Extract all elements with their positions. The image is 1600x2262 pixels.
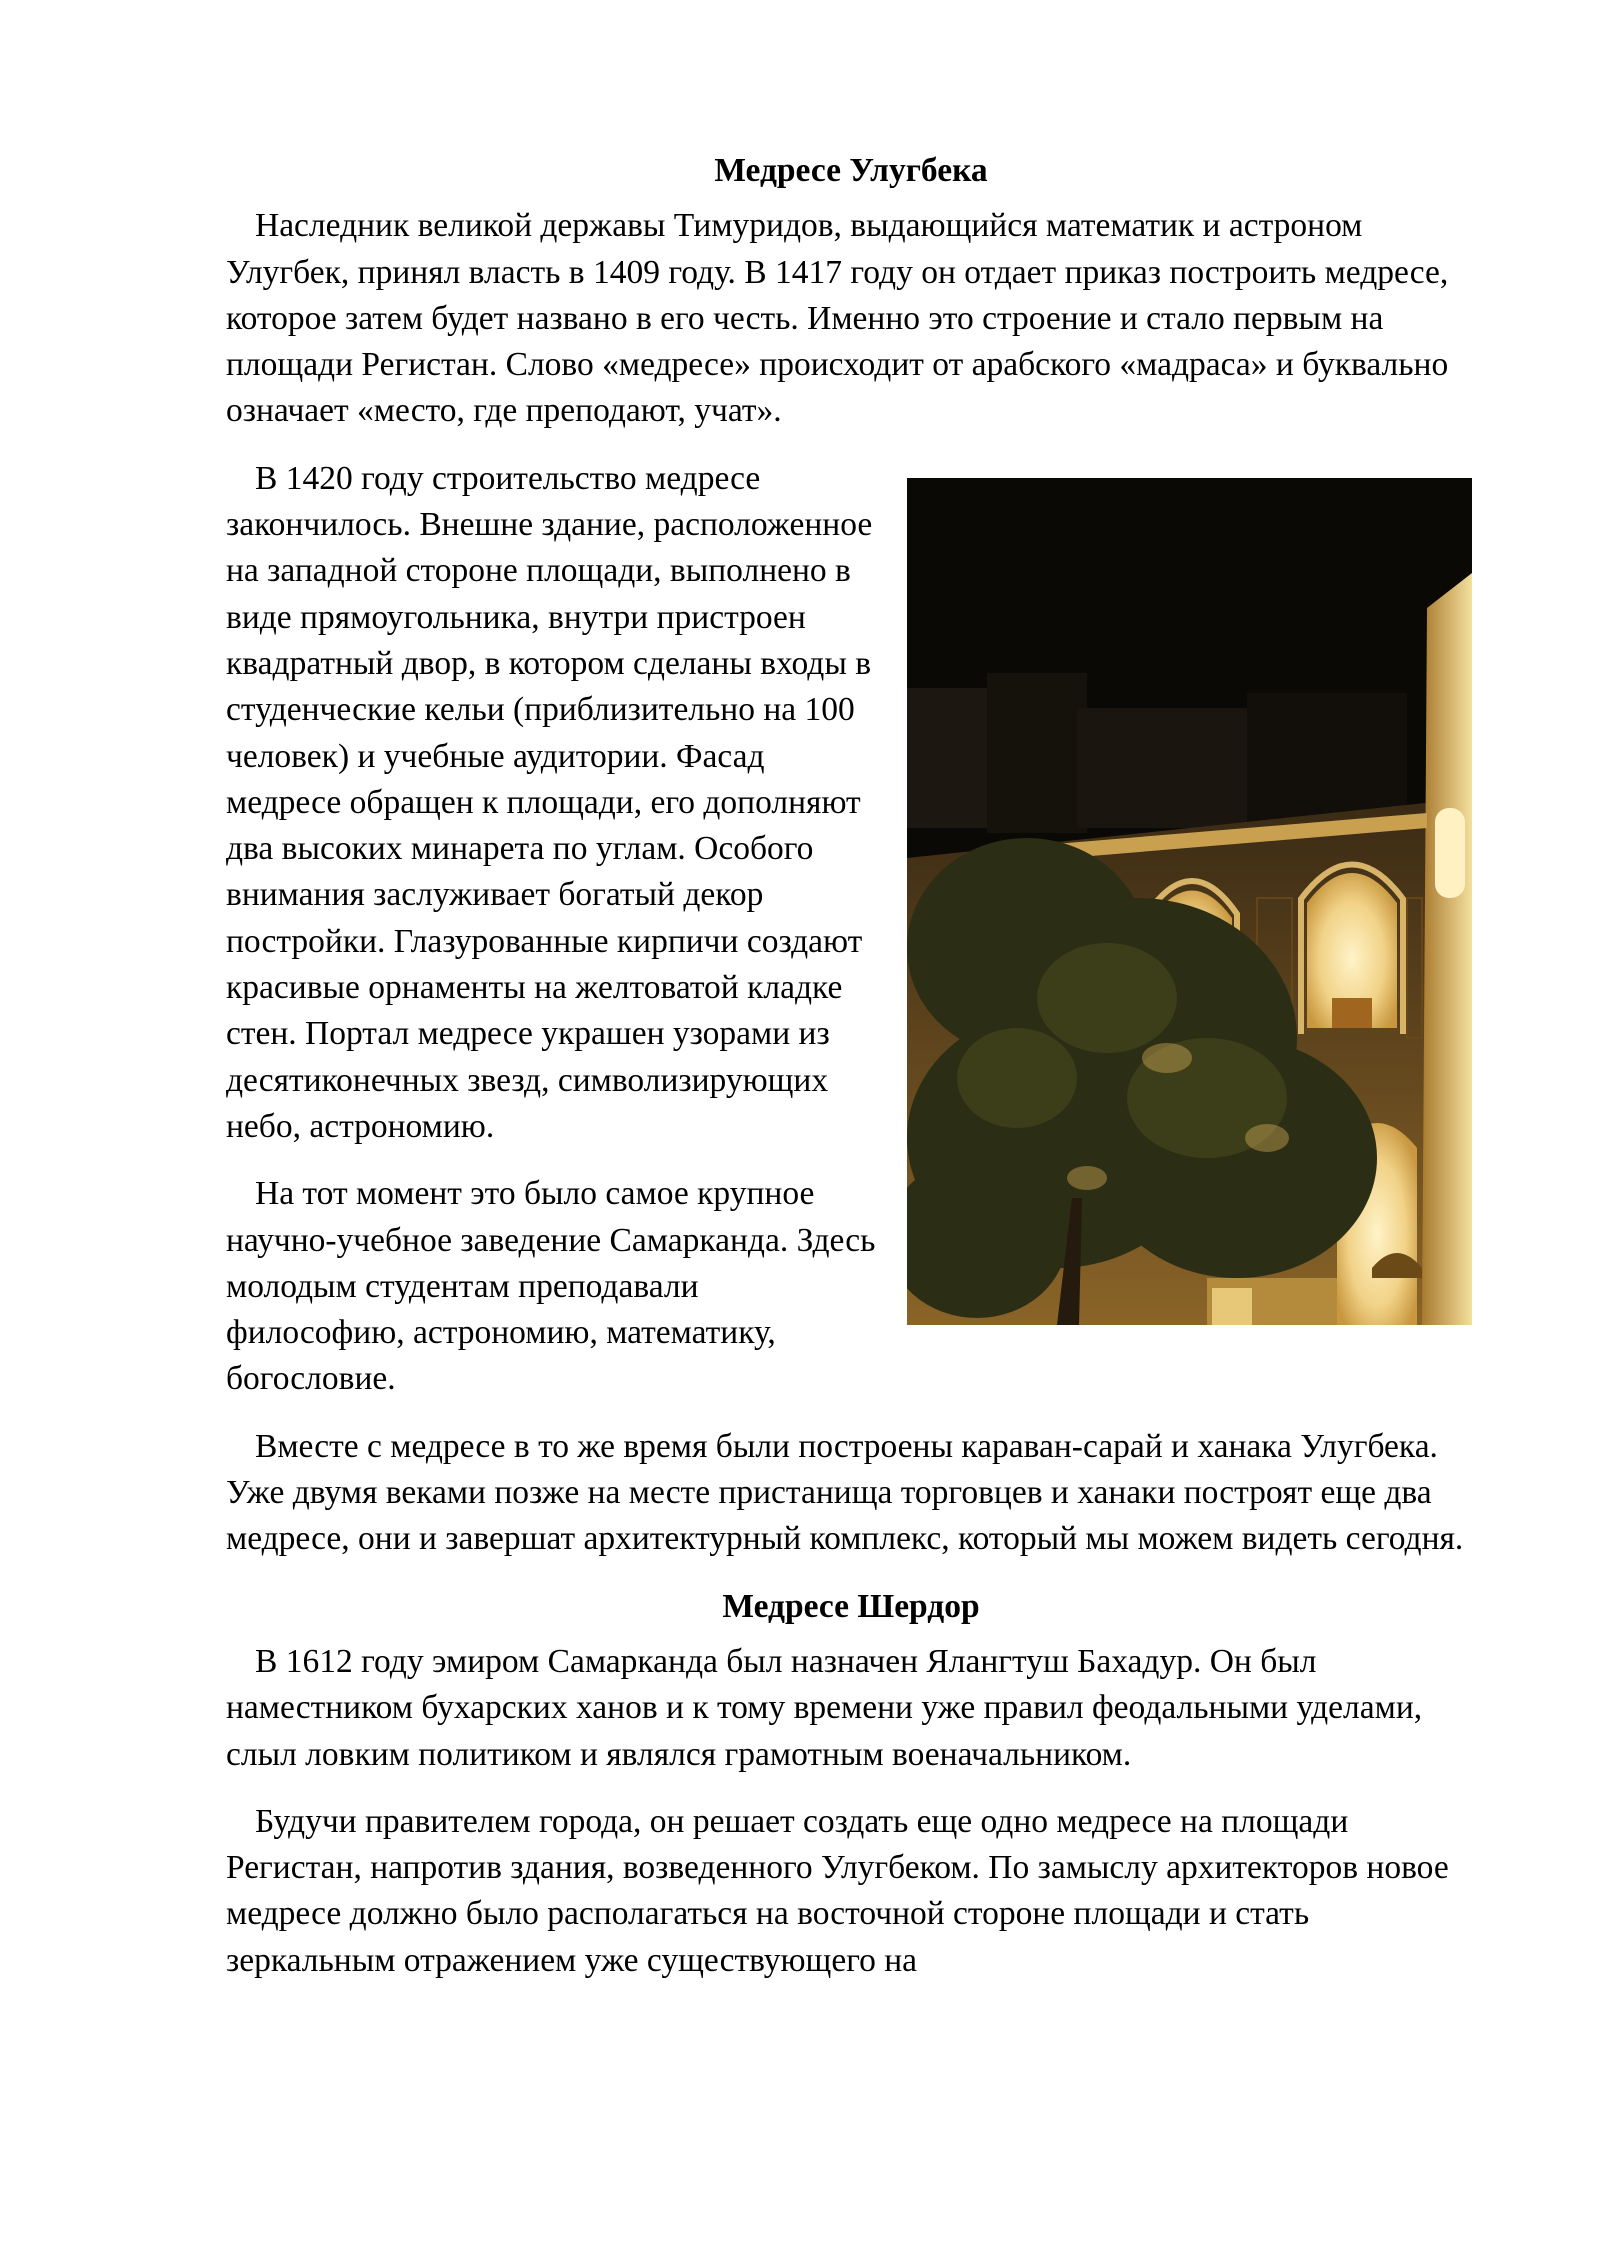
madrasa-night-photo (907, 478, 1472, 1325)
document-body (226, 148, 1476, 2005)
paragraph: Наследник великой державы Тимуридов, выдающийся математик и астроном Улугбек, принял власть в 1409 году. В 1417 году он отдает приказ построить медресе, которое затем будет названо в его честь. Именно это строение и стало первым на площади Регистан. Слово «медресе» происходит от арабского «мадраса» и буквально означает «место, где преподают, учат». (226, 207, 1449, 430)
paragraph: В 1420 году строительство медресе закончилось. Внешне здание, расположенное на западной стороне площади, выполнено в виде прямоугольника, внутри пристроен квадратный двор, в котором сделаны входы в студенческие кельи (приблизительно на 100 человек) и учебные аудитории. Фасад медресе обращен к площади, его дополняют два высоких минарета по углам. Особого внимания заслуживает богатый декор постройки. Глазурованные кирпичи создают красивые орнаменты на желтоватой кладке стен. Портал медресе украшен узорами из десятиконечных звезд, символизирующих небо, астрономию. (226, 459, 873, 1145)
section-heading-sherdor: Медресе Шердор (722, 1587, 980, 1625)
paragraph: Будучи правителем города, он решает создать еще одно медресе на площади Регистан, напротив здания, возведенного Улугбеком. По замыслу архитекторов новое медресе должно было располагаться на восточной стороне площади и стать зеркальным отражением уже существующего на (226, 1802, 1449, 1979)
paragraph: Вместе с медресе в то же время были построены караван-сарай и ханака Улугбека. Уже двумя веками позже на месте пристанища торговцев и ханаки построят еще два медресе, они и завершат архитектурный комплекс, который мы можем видеть сегодня. (226, 1427, 1464, 1558)
section-heading-ulugbek: Медресе Улугбека (714, 152, 988, 189)
paragraph: На тот момент это было самое крупное научно-учебное заведение Самарканда. Здесь молодым студентам преподавали философию, астрономию, математику, богословие. (226, 1175, 876, 1398)
paragraph: В 1612 году эмиром Самарканда был назначен Ялангтуш Бахадур. Он был наместником бухарских ханов и к тому времени уже правил феодальными уделами, слыл ловким политиком и являлся грамотным военачальником. (226, 1642, 1423, 1773)
